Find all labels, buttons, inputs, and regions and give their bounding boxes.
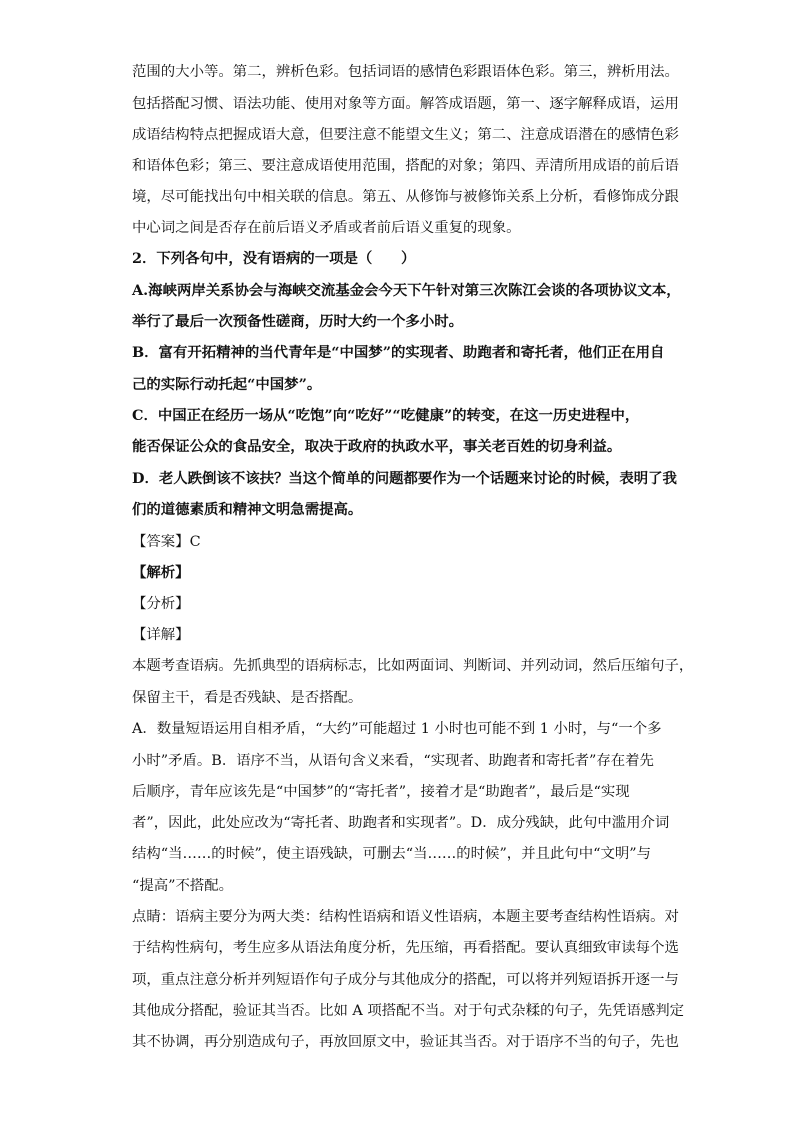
intro-paragraph [132, 62, 679, 238]
text-line: 范围的大小等。第二，辨析色彩。包括词语的感情色彩跟语体色彩。第三，辨析用法。 [132, 64, 679, 80]
xiangjie-heading: 【详解】 [132, 627, 190, 643]
text-line: 中心词之间是否存在前后语义矛盾或者前后语义重复的现象。 [132, 220, 521, 236]
dianjing-paragraph [132, 907, 684, 1052]
option-a [132, 281, 681, 332]
text-line: 后顺序，青年应该先是“中国梦”的“寄托者”，接着才是“助跑者”，最后是“实现 [132, 784, 630, 800]
text-line: 成语结构特点把握成语大意，但要注意不能望文生义；第二、注意成语潜在的感情色彩 [132, 127, 679, 143]
text-line: 包括搭配习惯、语法功能、使用对象等方面。解答成语题，第一、逐字解释成语，运用 [132, 96, 679, 112]
analysis-heading: 【解析】 [132, 564, 190, 581]
text-line: 和语体色彩；第三、要注意成语使用范围，搭配的对象；第四、弄清所用成语的前后语 [132, 158, 679, 174]
text-line: 本题考查语病。先抓典型的语病标志，比如两面词、判断词、并列动词，然后压缩句子， [132, 658, 694, 674]
explanation-paragraph [132, 719, 670, 896]
text-line: 项，重点注意分析并列短语作句子成分与其他成分的搭配，可以将并列短语拆开逐一与 [132, 972, 679, 988]
option-b-line: 己的实际行动托起“中国梦”。 [132, 376, 322, 393]
option-d-line: D．老人跌倒该不该扶？当这个简单的问题都要作为一个话题来讨论的时候，表明了我 [132, 470, 677, 487]
text-line: 小时”矛盾。B．语序不当，从语句含义来看，“实现者、助跑者和寄托者”存在着先 [132, 753, 654, 769]
text-line: 境，尽可能找出句中相关联的信息。第五、从修饰与被修饰关系上分析，看修饰成分跟 [132, 189, 679, 205]
option-c-line: C．中国正在经历一场从“吃饱”向“吃好”“吃健康”的转变，在这一历史进程中， [132, 407, 640, 424]
page-content [132, 62, 694, 1052]
option-d [132, 469, 677, 520]
option-a-line: A.海峡两岸关系协会与海峡交流基金会今天下午针对第三次陈江会谈的各项协议文本， [132, 282, 681, 299]
fenxi-heading: 【分析】 [132, 596, 190, 612]
text-line: 其不协调，再分别造成句子，再放回原文中，验证其当否。对于语序不当的句子，先也 [132, 1034, 679, 1050]
option-c-line: 能否保证公众的食品安全，取决于政府的执政水平，事关老百姓的切身利益。 [132, 438, 622, 455]
text-line: 其他成分搭配，验证其当否。比如 A 项搭配不当。对于句式杂糅的句子，先凭语感判定 [132, 1003, 684, 1019]
text-line: “提高”不搭配。 [132, 878, 234, 894]
text-line: 于结构性病句，考生应多从语法角度分析，先压缩，再看搭配。要认真细致审读每个选 [132, 940, 679, 956]
text-line: 者”，因此，此处应改为“寄托者、助跑者和实现者”。D．成分残缺，此句中滥用介词 [132, 815, 670, 831]
xiangjie-paragraph [132, 656, 694, 708]
text-line: 结构“当……的时候”，使主语残缺，可删去“当……的时候”，并且此句中“文明”与 [132, 846, 652, 862]
option-d-line: 们的道德素质和精神文明急需提高。 [132, 501, 363, 518]
option-b-line: B．富有开拓精神的当代青年是“中国梦”的实现者、助跑者和寄托者，他们正在用自 [132, 344, 665, 361]
answer-label: 【答案】C [132, 534, 201, 550]
option-c [132, 406, 662, 457]
text-line: 点睛：语病主要分为两大类：结构性语病和语义性语病，本题主要考查结构性语病。对 [132, 909, 679, 925]
text-line: A．数量短语运用自相矛盾，“大约”可能超过 1 小时也可能不到 1 小时，与“一个多 [132, 721, 662, 737]
option-a-line: 举行了最后一次预备性磋商，历时大约一个多小时。 [132, 313, 463, 330]
text-line: 保留主干，看是否残缺、是否搭配。 [132, 690, 363, 706]
option-b [132, 343, 665, 395]
question-stem: 2．下列各句中，没有语病的一项是（ ） [132, 250, 416, 267]
